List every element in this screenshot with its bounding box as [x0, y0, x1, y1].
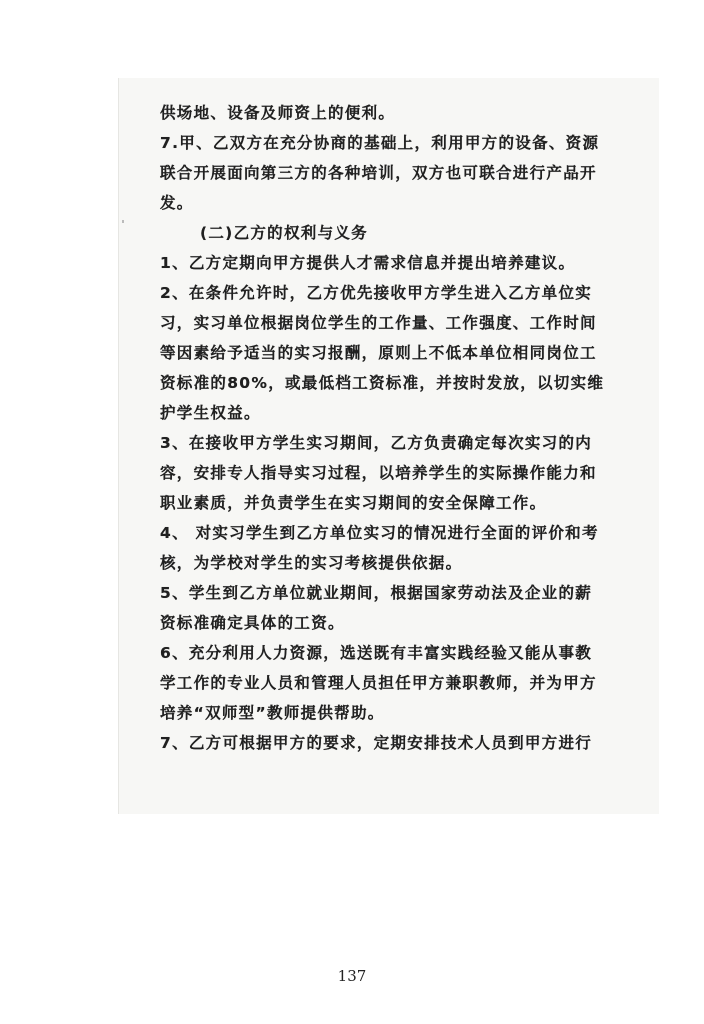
text-line: 等因素给予适当的实习报酬，原则上不低本单位相同岗位工 — [160, 344, 597, 362]
text-line: 供场地、设备及师资上的便利。 — [160, 104, 396, 122]
text-line: 6、充分利用人力资源，选送既有丰富实践经验又能从事教 — [160, 644, 593, 662]
text-line: 4、 对实习学生到乙方单位实习的情况进行全面的评价和考 — [160, 524, 599, 542]
text-line: 培养“双师型”教师提供帮助。 — [160, 704, 385, 722]
scan-speck — [122, 220, 124, 223]
text-line: 1、乙方定期向甲方提供人才需求信息并提出培养建议。 — [160, 254, 576, 272]
text-line: 发。 — [160, 194, 194, 212]
text-line: 7.甲、乙双方在充分协商的基础上，利用甲方的设备、资源 — [160, 134, 600, 152]
text-line: 5、学生到乙方单位就业期间，根据国家劳动法及企业的薪 — [160, 584, 593, 602]
text-line: 容，安排专人指导实习过程，以培养学生的实际操作能力和 — [160, 464, 597, 482]
text-line: 学工作的专业人员和管理人员担任甲方兼职教师，并为甲方 — [160, 674, 597, 692]
document-body — [160, 98, 605, 758]
text-line: 职业素质，并负责学生在实习期间的安全保障工作。 — [160, 494, 547, 512]
page-number: 137 — [337, 967, 367, 985]
text-line: 习，实习单位根据岗位学生的工作量、工作强度、工作时间 — [160, 314, 597, 332]
text-line: 2、在条件允许时，乙方优先接收甲方学生进入乙方单位实 — [160, 284, 593, 302]
text-line: 资标准的80%，或最低档工资标准，并按时发放，以切实维 — [160, 374, 605, 392]
text-line: 联合开展面向第三方的各种培训，双方也可联合进行产品开 — [160, 164, 597, 182]
text-line: 3、在接收甲方学生实习期间，乙方负责确定每次实习的内 — [160, 434, 593, 452]
text-line: 7、乙方可根据甲方的要求，定期安排技术人员到甲方进行 — [160, 734, 593, 752]
section-heading: (二)乙方的权利与义务 — [200, 224, 368, 242]
text-line: 资标准确定具体的工资。 — [160, 614, 345, 632]
text-line: 护学生权益。 — [160, 404, 261, 422]
text-line: 核，为学校对学生的实习考核提供依据。 — [160, 554, 463, 572]
